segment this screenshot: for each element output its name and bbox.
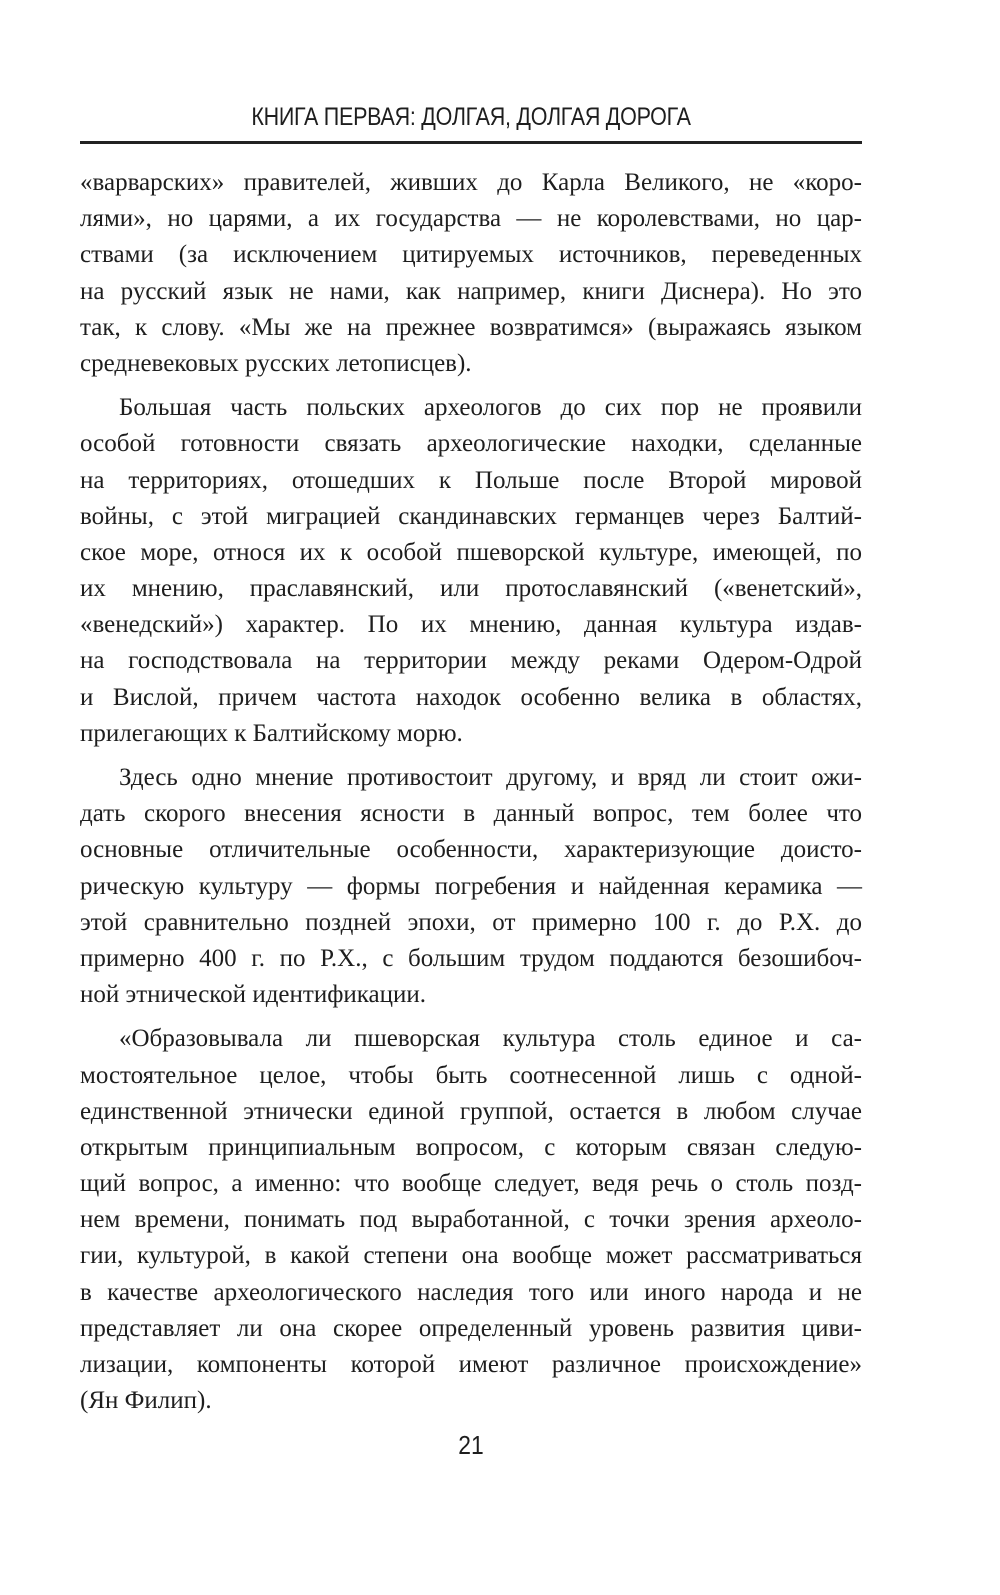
text-line: ной этнической идентификации. (80, 981, 427, 1009)
paragraph-1 (80, 165, 862, 382)
text-line: на территориях, отошедших к Польше после Второй мировой (80, 466, 862, 494)
text-line: гии, культурой, в какой степени она вообще может рассматриваться (80, 1242, 862, 1270)
text-line: (Ян Филип). (80, 1387, 212, 1415)
text-line: особой готовности связать археологические находки, сделанные (80, 430, 862, 458)
text-line: в качестве археологического наследия того или иного народа и не (80, 1278, 862, 1306)
text-line: прилегающих к Балтийскому морю. (80, 719, 463, 747)
text-line: Здесь одно мнение противостоит другому, и вряд ли стоит ожи- (119, 764, 862, 791)
header-rule (80, 141, 862, 144)
text-line: дать скорого внесения ясности в данный вопрос, тем более что (80, 800, 862, 828)
text-line: на русский язык не нами, как например, книги Диснера). Но это (80, 277, 862, 305)
text-line: средневековых русских летописцев). (80, 349, 472, 377)
paragraph-gap (80, 382, 862, 390)
text-line: нем времени, понимать под выработанной, с точки зрения археоло- (80, 1206, 862, 1234)
text-line: так, к слову. «Мы же на прежнее возвратимся» (выражаясь языком (80, 313, 862, 341)
paragraph-2 (80, 390, 862, 752)
running-header: КНИГА ПЕРВАЯ: ДОЛГАЯ, ДОЛГАЯ ДОРОГА (251, 103, 691, 131)
text-line: примерно 400 г. по Р.Х., с большим трудом поддаются безошибоч- (80, 944, 862, 972)
text-line: «Образовывала ли пшеворская культура столь единое и са- (119, 1025, 862, 1053)
text-line: мостоятельное целое, чтобы быть соотнесенной лишь с одной- (80, 1061, 862, 1089)
text-line: открытым принципиальным вопросом, с которым связан следую- (80, 1133, 862, 1161)
text-line: щий вопрос, а именно: что вообще следует, ведя речь о столь позд- (80, 1170, 862, 1198)
text-line: лями», но царями, а их государства — не королевствами, но цар- (80, 205, 862, 233)
text-line: этой сравнительно поздней эпохи, от примерно 100 г. до Р.Х. до (80, 908, 862, 936)
paragraph-3 (80, 760, 862, 1013)
text-line: и Вислой, причем частота находок особенно велика в областях, (80, 683, 862, 711)
paragraph-4 (80, 1021, 862, 1419)
paragraph-gap (80, 752, 862, 760)
text-line: «варварских» правителей, живших до Карла Великого, не «коро- (80, 169, 862, 196)
text-line: рическую культуру — формы погребения и найденная керамика — (80, 872, 862, 900)
text-line: «венедский») характер. По их мнению, данная культура издав- (80, 611, 862, 639)
paragraph-gap (80, 1013, 862, 1021)
text-line: ствами (за исключением цитируемых источников, переведенных (80, 241, 862, 269)
text-line: Большая часть польских археологов до сих пор не проявили (119, 394, 862, 422)
text-line: войны, с этой миграцией скандинавских германцев через Балтий- (80, 502, 862, 530)
text-line: единственной этнически единой группой, остается в любом случае (80, 1097, 862, 1125)
text-line: лизации, компоненты которой имеют различное происхождение» (80, 1351, 862, 1378)
text-line: их мнению, праславянский, или протославянский («венетский», (80, 575, 862, 603)
page-number: 21 (458, 1430, 484, 1460)
text-line: основные отличительные особенности, характеризующие доисто- (80, 836, 862, 864)
text-line: представляет ли она скорее определенный уровень развития циви- (80, 1314, 862, 1342)
text-line: на господствовала на территории между реками Одером-Одрой (80, 647, 862, 675)
body-text (80, 165, 862, 1419)
text-line: ское море, относя их к особой пшеворской культуре, имеющей, по (80, 538, 862, 566)
